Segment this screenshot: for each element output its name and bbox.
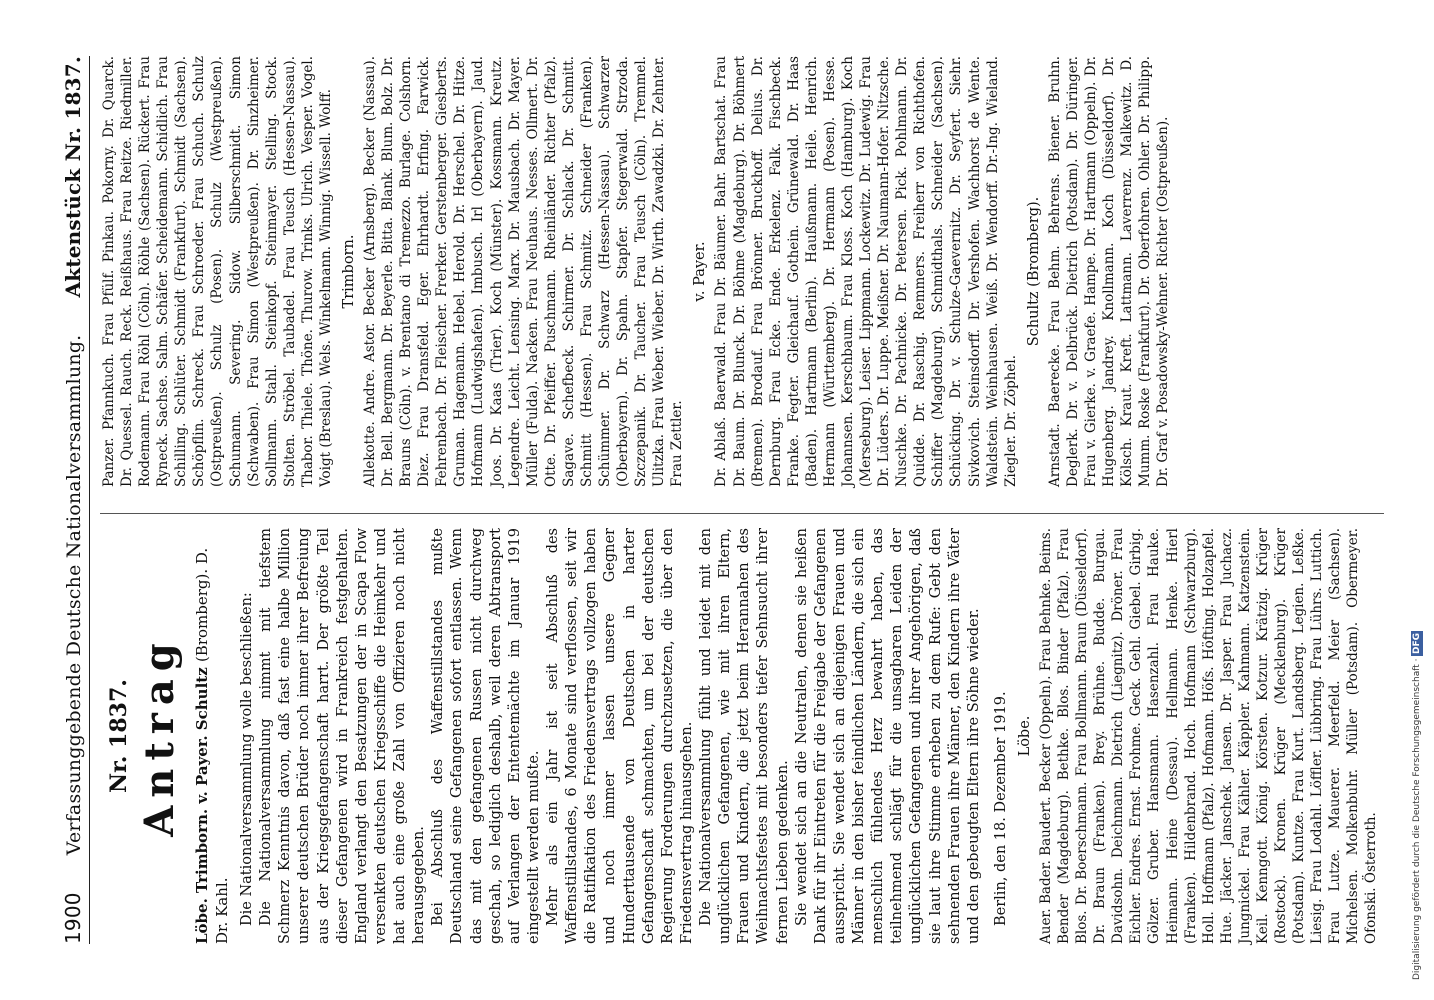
document-nr: Nr. 1837.: [106, 679, 132, 793]
right-column: [100, 56, 1384, 487]
signature-group-heading: Trimborn.: [341, 234, 358, 309]
page-number: 1900: [61, 892, 85, 944]
publication-title: Verfassunggebende Deutsche Nationalversammlung.: [63, 334, 85, 856]
motion-body: [238, 528, 1011, 944]
document-heading: Antrag: [136, 635, 183, 837]
paragraph: Bei Abschluß des Waffenstillstandes mußte Deutschland seine Gefangenen sofort entlassen. Wenn das mit den gefangenen Russen nicht durchweg geschah, so lediglich deshalb, weil deren Abtransport auf Verlangen der Ententemächte im Januar 1919 eingestellt werden mußte.: [430, 528, 542, 944]
text-columns: [100, 56, 1380, 944]
paragraph: Die Nationalversammlung fühlt und leidet mit den unglücklichen Gefangenen, wie mit ihren Eltern, Frauen und Kindern, die jetzt beim Herannahen des Weihnachtsfestes mit besonders tiefer Sehnsucht ihrer fernen Lieben gedenken.: [698, 528, 791, 944]
signers-line: [193, 528, 232, 944]
signers-rest: (Bromberg). D. Dr. Kahl.: [193, 547, 231, 944]
paragraph: Die Nationalversammlung wolle beschließen:: [239, 592, 255, 926]
signature-group-heading: Schultz (Bromberg).: [1025, 196, 1042, 347]
signature-list: Auer. Bader. Baudert. Becker (Oppeln). Frau Behnke. Beims. Bender (Magdeburg). Bethke. Blos. Binder (Pfalz). Frau Blos. Dr. Boerschmann. Frau Bollmann. Braun (Düsseldorf). Dr. Braun (Franken). Brey. Brühne. Budde. Burgau. Davidsohn. Deichmann. Dietrich (Liegnitz). Dröner. Frau Eichler. Endres. Ernst. Frohme. Geck. Gehl. Giebel. Girbig. Gölzer. Gruber. Hansmann. Hasenzahl. Frau Hauke. Heimann. Heine (Dessau). Hellmann. Henke. Hierl (Franken). Hildenbrand. Hoch. Hofmann (Schwarzburg). Holl. Hoffmann (Pfalz). Hofmann. Höfs. Höfting. Holzapfel. Hue. Jäcker. Janschek. Jansen. Dr. Jasper. Frau Juchacz. Jungnickel. Frau Kähler. Käppler. Kahmann. Katzenstein. Keil. Kenngott. König. Körsten. Kotzur. Krätzig. Krüger (Rostock). Kronen. Krüger (Mecklenburg). Krüger (Potsdam). Kuntze. Frau Kurt. Landsberg. Legien. Leßke. Liesig. Frau Lodahl. Löffler. Lübbring. Frau Lührs. Luttich. Frau Lutze. Mauerer. Meerfeld. Meier (Sachsen). Michelsen. Molkenbuhr. Müller (Potsdam). Obermeyer. Ofonski. Österroth.: [1038, 528, 1380, 944]
dateline: Berlin, den 18. Dezember 1919.: [992, 691, 1009, 926]
signature-list: Panzer. Pfannkuch. Frau Pfülf. Pinkau. Pokorny. Dr. Quarck. Dr. Quessel. Rauch. Reck. Reißhaus. Frau Reitze. Riedmiller. Rodemann. Frau Röhl (Cöln). Röhle (Sachsen). Rückert. Frau Ryneck. Sachse. Salm. Schäfer. Scheidemann. Schidlich. Frau Schilling. Schlüter. Schmidt (Frankfurt). Schmidt (Sachsen). Schöpflin. Schreck. Frau Schroeder. Frau Schuch. Schulz (Ostpreußen). Schulz (Posen). Schulz (Westpreußen). Schumann. Severing. Sidow. Silberschmidt. Simon (Schwaben). Frau Simon (Westpreußen). Dr. Sinzheimer. Sollmann. Stahl. Steinkopf. Steinmayer. Stelling. Stock. Stolten. Ströbel. Taubadel. Frau Teusch (Hessen-Nassau). Thabor. Thiele. Thöne. Thurow. Trinks. Ulrich. Vesper. Vogel. Voigt (Breslau). Wels. Winkelmann. Winnig. Wissell. Wolff.: [101, 56, 334, 487]
scanned-page: [37, 20, 1397, 980]
paragraph: Die Nationalversammlung nimmt mit tiefstem Schmerz Kenntnis davon, daß fast eine halbe Million unserer deutschen Brüder noch immer ihrer Befreiung aus der Kriegsgefangenschaft harrt. Der größte Teil dieser Gefangenen wird in Frankreich festgehalten. England verlangt den Besatzungen der in Scapa Flow versenkten deutschen Kriegsschiffe die Heimkehr und hat auch eine große Zahl von Offizieren noch nicht herausgegeben.: [258, 528, 428, 944]
document-number: Aktenstück Nr. 1837.: [61, 56, 85, 298]
dfg-logo: DFG: [1412, 632, 1422, 654]
paragraph: Sie wendet sich an die Neutralen, denen sie heißen Dank für ihr Eintreten für die Freigabe der Gefangenen ausspricht. Sie wendet sich an diejenigen Frauen und Männer in den bisher feindlichen Ländern, die sich ein menschlich fühlendes Herz bewahrt haben, das teilnehmend schlägt für die unsagbaren Leiden der unglücklichen Gefangenen und ihrer Angehörigen, daß sie laut ihre Stimme erheben zu dem Rufe: Gebt den sehnenden Frauen ihre Männer, den Kindern ihre Väter und den gebeugten Eltern ihre Söhne wieder.: [793, 528, 982, 944]
signature-group-heading: v. Payer.: [692, 241, 709, 302]
paragraph: Mehr als ein Jahr ist seit Abschluß des Waffenstillstandes, 6 Monate sind verflossen, seit wir die Ratifikation des Friedensvertrags vollzogen haben und noch immer lassen unsere Gegner Hunderttausende von Deutschen in harter Gefangenschaft schmachten, um bei der deutschen Regierung Forderungen durchzusetzen, die über den Friedensvertrag hinausgehen.: [545, 528, 695, 944]
digitization-note: [1412, 20, 1426, 980]
signature-list: Dr. Ablaß. Baerwald. Frau Dr. Bäumer. Bahr. Bartschat. Frau Dr. Baum. Dr. Blunck. Dr. Böhme (Magdeburg). Dr. Böhmert (Bremen). Brodauf. Frau Brönner. Bruckhoff. Delius. Dr. Dernburg. Frau Ecke. Ende. Erkelenz. Falk. Fischbeck. Franke. Fegter. Gleichauf. Gothein. Grünewald. Dr. Haas (Baden). Hartmann (Berlin). Haußmann. Heile. Henrich. Hermann (Württemberg). Dr. Hermann (Posen). Hesse. Johannsen. Kerschbaum. Frau Kloss. Koch (Hamburg). Koch (Merseburg). Leiser. Lippmann. Lockewitz. Dr. Ludewig. Frau Dr. Lüders. Dr. Luppe. Meißner. Dr. Naumann-Hofer. Nitzsche. Nuschke. Dr. Pachnicke. Dr. Petersen. Pick. Pohlmann. Dr. Quidde. Dr. Raschig. Remmers. Freiherr von Richthofen. Schiffer (Magdeburg). Schmidthals. Schneider (Sachsen). Schücking. Dr. v. Schulze-Gaevernitz. Dr. Seyfert. Siehr. Sivkovich. Steinsdorff. Dr. Vershofen. Wachhorst de Wente. Waldstein. Weinhausen. Weiß. Dr. Wendorff. Dr.-Ing. Wieland. Ziegler. Dr. Zöphel.: [713, 56, 1019, 487]
left-column: [100, 513, 1384, 944]
signers-main: Löbe. Trimborn. v. Payer. Schultz: [193, 667, 211, 944]
running-head: [61, 56, 90, 944]
digitization-text: Digitalisierung gefördert durch die Deutsche Forschungsgemeinschaft ·: [1412, 658, 1422, 980]
signature-list: Arnstadt. Baerecke. Frau Behm. Behrens. Biener. Bruhn. Deglerk. Dr. v. Delbrück. Dietrich (Potsdam). Dr. Düringer. Frau v. Gierke. v. Graefe. Hampe. Dr. Hartmann (Oppeln). Dr. Hugenberg. Jandrey. Knollmann. Koch (Düsseldorf). Dr. Kölsch. Kraut. Kreft. Lattmann. Laverrenz. Malkewitz. D. Mumm. Roske (Frankfurt). Dr. Oberfohren. Ohler. Dr. Philipp. Dr. Graf v. Posadowsky-Wehner. Richter (Ostpreußen).: [1046, 56, 1172, 487]
signature-group-heading: Löbe.: [1017, 715, 1033, 757]
signature-list: Allekotte. Andre. Astor. Becker (Arnsberg). Becker (Nassau). Dr. Bell. Bergmann. Dr. Beyerle. Bitta. Blank. Blum. Bolz. Dr. Brauns (Cöln). v. Brentano di Tremezzo. Burlage. Colshorn. Diez. Frau Dransfeld. Eger. Ehrhardt. Erfing. Farwick. Fehrenbach. Dr. Fleischer. Frerker. Gerstenberger. Giesberts. Gruman. Hagemann. Hebel. Herold. Dr. Herschel. Dr. Hitze. Hofmann (Ludwigshafen). Imbusch. Irl (Oberbayern). Jaud. Joos. Dr. Kaas (Trier). Koch (Münster). Kossmann. Kreutz. Legendre. Leicht. Lensing. Marx. Dr. Mausbach. Dr. Mayer. Müller (Fulda). Nacken. Frau Neuhaus. Nesses. Ollmert. Dr. Otte. Dr. Pfeiffer. Puschmann. Rheinländer. Richter (Pfalz). Sagave. Schefbeck. Schirmer. Dr. Schlack. Dr. Schmitt. Schmitt (Hessen). Frau Schmitz. Schneider (Franken). Schümmer. Dr. Schwarz (Hessen-Nassau). Schwarzer (Oberbayern). Dr. Spahn. Stapfer. Stegerwald. Strzoda. Szczepanik. Dr. Taucher. Frau Teusch (Cöln). Tremmel. Ulitzka. Frau Weber. Wieber. Dr. Wirth. Zawadzki. Dr. Zehnter. Frau Zettler.: [362, 56, 686, 487]
